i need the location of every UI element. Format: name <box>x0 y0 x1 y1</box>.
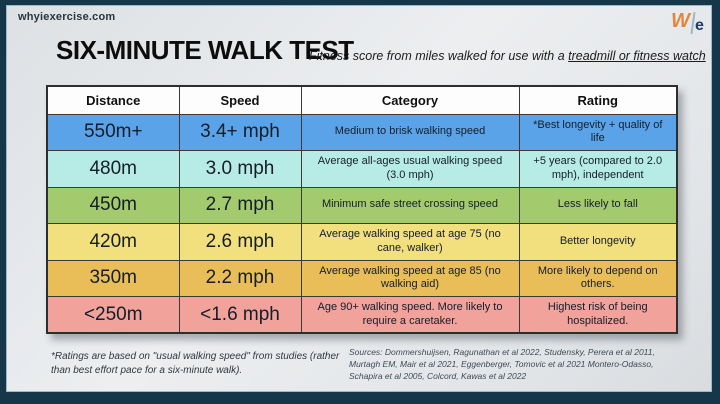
content-area <box>6 5 712 392</box>
distance-cell: 350m <box>47 260 179 297</box>
speed-cell: 3.4+ mph <box>179 114 301 151</box>
sources-footnote: Sources: Dommershuijsen, Ragunathan et al 2022, Studensky, Perera et al 2011, Murtagh EM, Mair et al 2021, Eggenberger, Tomovic et al 2021 Montero-Odasso, Schapira et al 2005, Colcord, Kawas et al 2022 <box>349 347 655 381</box>
category-cell: Age 90+ walking speed. More likely to require a caretaker. <box>301 297 519 334</box>
site-url: whyiexercise.com <box>18 11 116 23</box>
rating-cell: +5 years (compared to 2.0 mph), independent <box>519 151 677 188</box>
distance-cell: 550m+ <box>47 114 179 151</box>
speed-cell: 3.0 mph <box>179 151 301 188</box>
speed-cell: 2.2 mph <box>179 260 301 297</box>
category-cell: Minimum safe street crossing speed <box>301 187 519 224</box>
subtitle-text: Fitness score from miles walked for use with a <box>309 49 569 63</box>
table-row <box>47 297 677 334</box>
distance-cell: 420m <box>47 224 179 261</box>
table-row <box>47 151 677 188</box>
logo-e-letter: e <box>695 17 704 34</box>
page-title: SIX-MINUTE WALK TEST <box>56 35 354 65</box>
category-cell: Average walking speed at age 75 (no cane, walker) <box>301 224 519 261</box>
category-cell: Average walking speed at age 85 (no walking aid) <box>301 260 519 297</box>
rating-cell: More likely to depend on others. <box>519 260 677 297</box>
page-subtitle <box>309 49 706 63</box>
column-header-rating: Rating <box>519 86 677 114</box>
rating-cell: *Best longevity + quality of life <box>519 114 677 151</box>
rating-cell: Less likely to fall <box>519 187 677 224</box>
walk-test-table <box>46 85 678 334</box>
column-header-category: Category <box>301 86 519 114</box>
rating-cell: Better longevity <box>519 224 677 261</box>
distance-cell: 480m <box>47 151 179 188</box>
table-row <box>47 114 677 151</box>
speed-cell: 2.6 mph <box>179 224 301 261</box>
category-cell: Medium to brisk walking speed <box>301 114 519 151</box>
subtitle-underlined-phrase: treadmill or fitness watch <box>568 49 706 63</box>
table-header-row <box>47 86 677 114</box>
speed-cell: <1.6 mph <box>179 297 301 334</box>
column-header-distance: Distance <box>47 86 179 114</box>
distance-cell: <250m <box>47 297 179 334</box>
brand-logo <box>671 8 705 38</box>
distance-cell: 450m <box>47 187 179 224</box>
rating-cell: Highest risk of being hospitalized. <box>519 297 677 334</box>
category-cell: Average all-ages usual walking speed (3.0 mph) <box>301 151 519 188</box>
logo-w-letter: W <box>671 10 690 32</box>
speed-cell: 2.7 mph <box>179 187 301 224</box>
table-row <box>47 187 677 224</box>
table-row <box>47 260 677 297</box>
table-row <box>47 224 677 261</box>
ratings-footnote: *Ratings are based on "usual walking speed" from studies (rather than best effort pace for a six-minute walk). <box>51 351 340 376</box>
column-header-speed: Speed <box>179 86 301 114</box>
